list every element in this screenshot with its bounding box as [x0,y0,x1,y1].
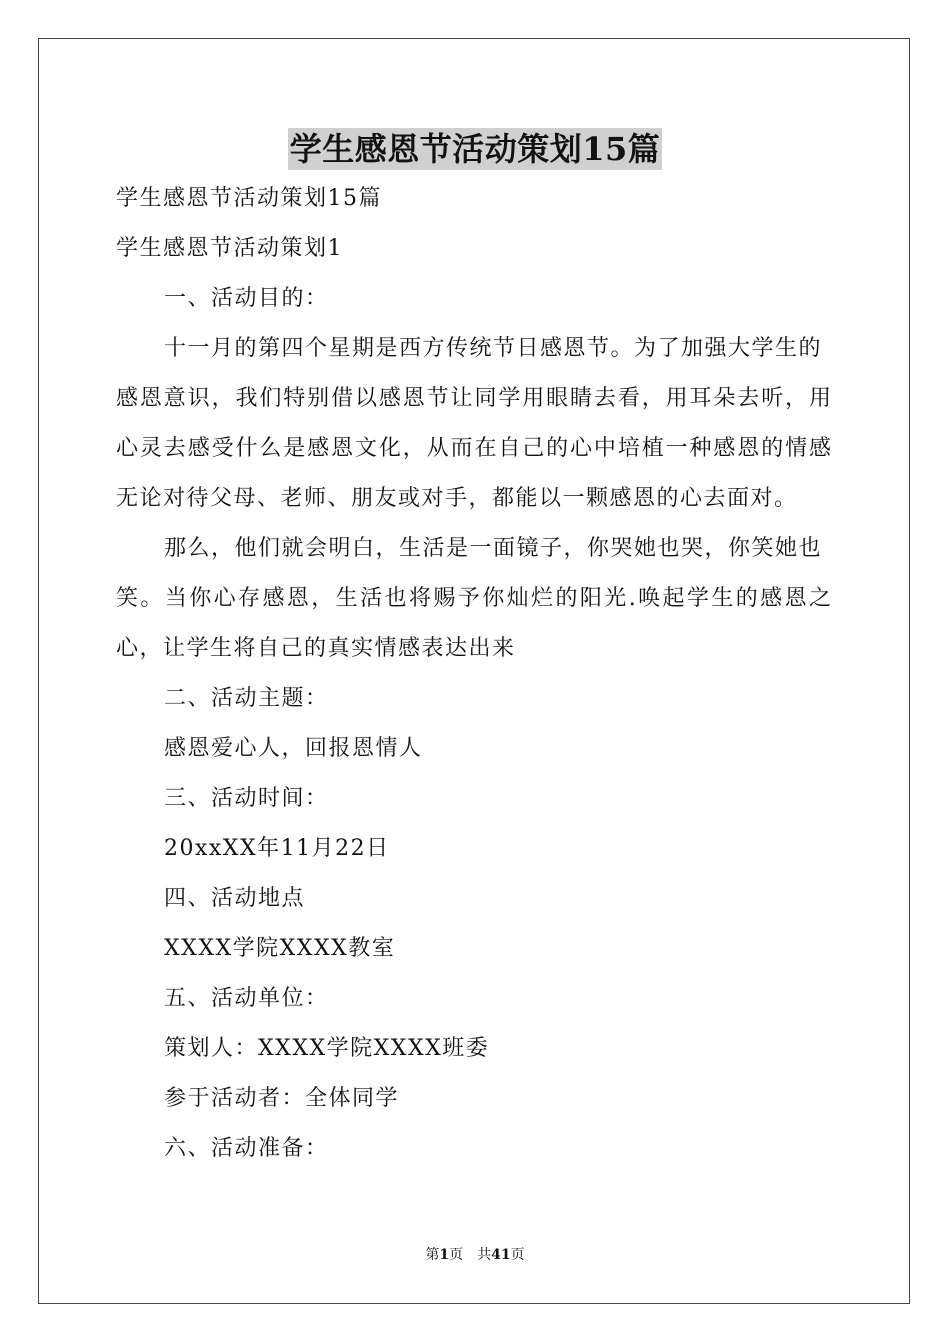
section-heading: 学生感恩节活动策划1 [116,236,343,261]
page-footer [0,1246,950,1264]
paragraph-line: 那么，他们就会明白，生活是一面镜子，你哭她也哭，你笑她也 [164,536,823,561]
paragraph-line: 心灵去感受什么是感恩文化，从而在自己的心中培植一种感恩的情感 [116,436,832,461]
footer-total-pages: 41 [491,1247,511,1263]
subtitle: 学生感恩节活动策划15篇 [116,186,382,211]
activity-time-text: 20xxXX年11月22日 [164,836,390,861]
planner-text: 策划人：XXXX学院XXXX班委 [164,1036,490,1061]
page-border [38,38,910,1304]
heading-activity-preparation: 六、活动准备： [164,1136,329,1161]
paragraph-line: 笑。当你心存感恩，生活也将赐予你灿烂的阳光.唤起学生的感恩之 [116,586,832,611]
footer-prefix: 第 [425,1247,440,1263]
heading-activity-unit: 五、活动单位： [164,986,329,1011]
heading-activity-time: 三、活动时间： [164,786,329,811]
heading-activity-purpose: 一、活动目的： [164,286,329,311]
footer-suffix: 页 [510,1247,525,1263]
title-container [0,128,950,170]
paragraph-line: 感恩意识，我们特别借以感恩节让同学用眼睛去看，用耳朵去听，用 [116,386,832,411]
activity-location-text: XXXX学院XXXX教室 [164,936,396,961]
document-title: 学生感恩节活动策划15篇 [289,130,661,168]
participants-text: 参于活动者：全体同学 [164,1086,400,1111]
paragraph-line: 心，让学生将自己的真实情感表达出来 [116,636,516,661]
activity-theme-text: 感恩爱心人，回报恩情人 [164,736,423,761]
heading-activity-theme: 二、活动主题： [164,686,329,711]
paragraph-line: 无论对待父母、老师、朋友或对手，都能以一颗感恩的心去面对。 [116,486,798,511]
paragraph-line: 十一月的第四个星期是西方传统节日感恩节。为了加强大学生的 [164,336,823,361]
footer-page-number: 1 [439,1247,450,1263]
footer-mid: 页 共 [449,1247,492,1263]
heading-activity-location: 四、活动地点 [164,886,306,911]
